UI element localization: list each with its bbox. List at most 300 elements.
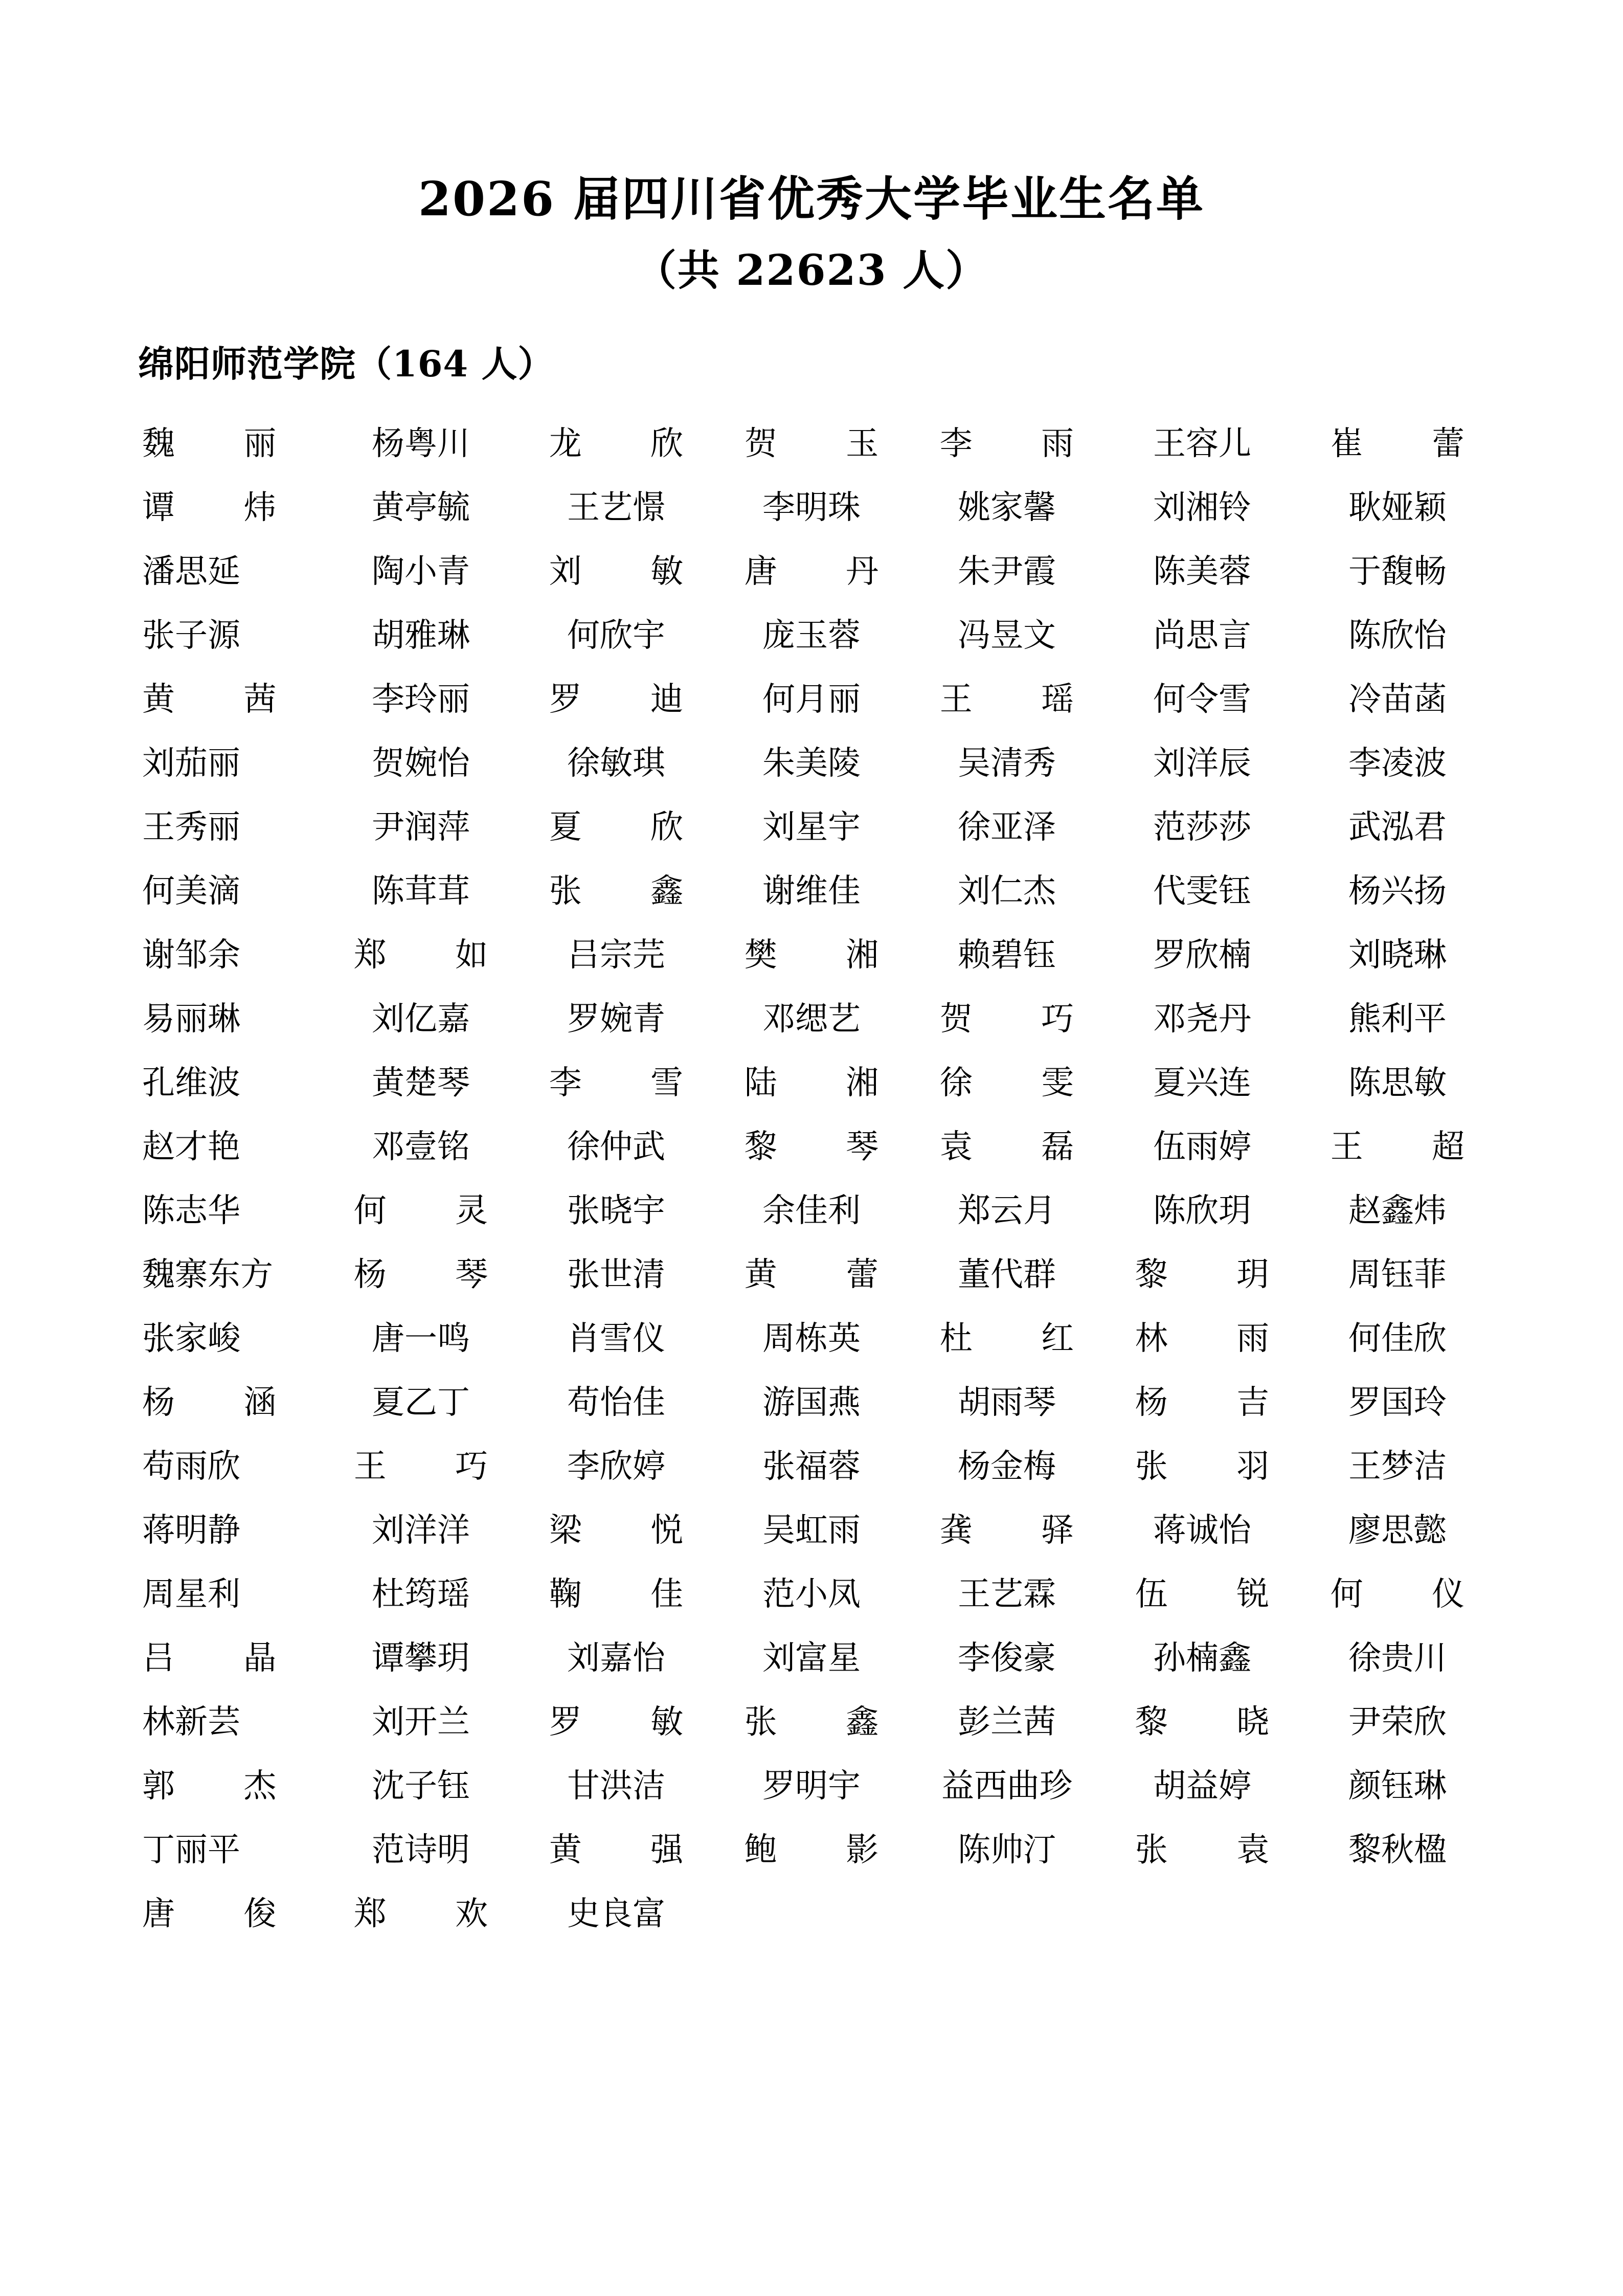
graduate-name: 王巧	[353, 1447, 488, 1485]
name-cell	[714, 664, 909, 728]
graduate-name: 何仪	[1330, 1575, 1465, 1613]
name-cell	[519, 1176, 714, 1240]
name-cell	[1300, 1176, 1495, 1240]
name-cell	[714, 792, 909, 856]
graduate-name: 魏丽	[142, 424, 277, 463]
name-cell	[519, 1623, 714, 1687]
graduate-name: 张家峻	[142, 1319, 240, 1358]
name-cell	[128, 1303, 323, 1367]
graduate-name: 吴虹雨	[762, 1511, 861, 1549]
graduate-name: 冯昱文	[958, 616, 1056, 655]
graduate-name: 何美滴	[142, 872, 240, 910]
graduate-name: 朱美陵	[762, 744, 861, 782]
school-heading: 绵阳师范学院（164 人）	[138, 343, 554, 386]
name-cell	[714, 856, 909, 920]
name-cell	[323, 536, 519, 600]
graduate-name: 李玲丽	[372, 680, 470, 718]
graduate-name: 黎玥	[1135, 1255, 1270, 1294]
graduate-name: 张鑫	[549, 872, 684, 910]
name-row	[128, 728, 1495, 792]
name-cell	[1300, 1495, 1495, 1559]
name-cell	[909, 1815, 1104, 1879]
name-cell	[1300, 1815, 1495, 1879]
graduate-name: 冷苗菡	[1348, 680, 1447, 718]
graduate-name: 邓缌艺	[762, 1000, 861, 1038]
graduate-name: 黄楚琴	[372, 1064, 470, 1102]
name-cell	[1300, 1559, 1495, 1623]
name-cell	[714, 984, 909, 1048]
name-cell	[519, 1112, 714, 1176]
name-cell	[909, 728, 1104, 792]
name-cell	[1104, 1495, 1300, 1559]
graduate-name: 崔蕾	[1330, 424, 1465, 463]
name-cell	[128, 664, 323, 728]
name-row	[128, 1879, 1495, 1943]
name-cell	[1104, 1240, 1300, 1303]
graduate-name: 杜筠瑶	[372, 1575, 470, 1613]
name-cell	[1300, 1367, 1495, 1431]
graduate-name: 董代群	[958, 1255, 1056, 1294]
graduate-name: 张子源	[142, 616, 240, 655]
graduate-name: 刘湘铃	[1153, 488, 1251, 527]
graduate-name: 刘开兰	[372, 1703, 470, 1741]
graduate-name: 范小凤	[762, 1575, 861, 1613]
graduate-name: 赵鑫炜	[1348, 1191, 1447, 1230]
name-cell	[323, 1367, 519, 1431]
graduate-name: 罗敏	[549, 1703, 684, 1741]
graduate-name: 姚家馨	[958, 488, 1056, 527]
graduate-name: 鞠佳	[549, 1575, 684, 1613]
name-cell	[519, 1048, 714, 1112]
name-cell	[1300, 1751, 1495, 1815]
graduate-name: 唐一鸣	[372, 1319, 470, 1358]
name-cell	[1104, 920, 1300, 984]
name-cell	[714, 1431, 909, 1495]
name-row	[128, 792, 1495, 856]
name-cell-empty	[1104, 1879, 1300, 1943]
name-list-body	[128, 409, 1495, 1943]
graduate-name: 刘晓琳	[1348, 936, 1447, 974]
name-cell	[1300, 856, 1495, 920]
graduate-name: 郭杰	[142, 1767, 277, 1805]
name-cell	[519, 600, 714, 664]
graduate-name: 陈美蓉	[1153, 552, 1251, 591]
graduate-name: 尚思言	[1153, 616, 1251, 655]
graduate-name: 李明珠	[762, 488, 861, 527]
name-cell	[519, 920, 714, 984]
name-cell	[519, 472, 714, 536]
name-cell	[519, 856, 714, 920]
name-cell	[128, 472, 323, 536]
graduate-name: 黎琴	[744, 1128, 879, 1166]
name-cell	[909, 1687, 1104, 1751]
name-cell	[714, 920, 909, 984]
graduate-name: 何令雪	[1153, 680, 1251, 718]
graduate-name: 王梦洁	[1348, 1447, 1447, 1485]
name-cell	[714, 1048, 909, 1112]
name-cell	[1300, 728, 1495, 792]
name-cell	[909, 1176, 1104, 1240]
graduate-name: 袁磊	[939, 1128, 1074, 1166]
name-cell	[1104, 1367, 1300, 1431]
name-row	[128, 1176, 1495, 1240]
graduate-name: 刘嘉怡	[567, 1639, 665, 1677]
name-cell	[128, 792, 323, 856]
graduate-name: 谢维佳	[762, 872, 861, 910]
name-cell	[1300, 1303, 1495, 1367]
graduate-name: 陈欣怡	[1348, 616, 1447, 655]
name-cell	[714, 1623, 909, 1687]
graduate-name: 蒋诚怡	[1153, 1511, 1251, 1549]
graduate-name: 周星利	[142, 1575, 240, 1613]
name-cell	[909, 1495, 1104, 1559]
graduate-name: 张福蓉	[762, 1447, 861, 1485]
graduate-name: 杨粤川	[372, 424, 470, 463]
name-cell	[909, 856, 1104, 920]
graduate-name: 吕宗芫	[567, 936, 665, 974]
graduate-name: 杨涵	[142, 1383, 277, 1422]
name-row	[128, 1431, 1495, 1495]
name-cell	[323, 1687, 519, 1751]
graduate-name: 陈思敏	[1348, 1064, 1447, 1102]
graduate-name: 于馥畅	[1348, 552, 1447, 591]
name-cell	[519, 1303, 714, 1367]
name-cell	[714, 728, 909, 792]
graduate-name: 胡益婷	[1153, 1767, 1251, 1805]
name-cell	[1300, 1240, 1495, 1303]
graduate-name: 刘星宇	[762, 808, 861, 846]
graduate-name: 罗国玲	[1348, 1383, 1447, 1422]
name-cell	[909, 1112, 1104, 1176]
name-cell	[323, 664, 519, 728]
name-cell	[1300, 409, 1495, 472]
graduate-name: 杜红	[939, 1319, 1074, 1358]
graduate-name: 杨吉	[1135, 1383, 1270, 1422]
graduate-name: 李雪	[549, 1064, 684, 1102]
graduate-name: 龚驿	[939, 1511, 1074, 1549]
graduate-name: 王艺憬	[567, 488, 665, 527]
name-cell	[519, 792, 714, 856]
graduate-name: 罗婉青	[567, 1000, 665, 1038]
name-cell	[323, 920, 519, 984]
name-cell-empty	[1300, 1879, 1495, 1943]
name-cell	[1300, 920, 1495, 984]
graduate-name: 刘富星	[762, 1639, 861, 1677]
name-cell	[909, 409, 1104, 472]
graduate-name: 范莎莎	[1153, 808, 1251, 846]
graduate-name: 赖碧钰	[958, 936, 1056, 974]
graduate-name: 游国燕	[762, 1383, 861, 1422]
graduate-name: 樊湘	[744, 936, 879, 974]
graduate-name: 徐贵川	[1348, 1639, 1447, 1677]
graduate-name: 谭炜	[142, 488, 277, 527]
name-row	[128, 1559, 1495, 1623]
name-cell	[323, 984, 519, 1048]
graduate-name: 耿娅颖	[1348, 488, 1447, 527]
name-cell	[1104, 1815, 1300, 1879]
graduate-name: 唐丹	[744, 552, 879, 591]
name-cell	[1300, 664, 1495, 728]
name-cell	[519, 1367, 714, 1431]
graduate-name: 梁悦	[549, 1511, 684, 1549]
name-list-table	[128, 409, 1495, 1943]
name-cell	[1104, 536, 1300, 600]
name-cell	[1104, 1751, 1300, 1815]
name-cell	[909, 1623, 1104, 1687]
graduate-name: 郑云月	[958, 1191, 1056, 1230]
name-cell	[323, 1751, 519, 1815]
graduate-name: 张鑫	[744, 1703, 879, 1741]
name-row	[128, 984, 1495, 1048]
name-cell	[128, 1559, 323, 1623]
graduate-name: 王瑶	[939, 680, 1074, 718]
name-cell	[909, 984, 1104, 1048]
name-cell	[1300, 1431, 1495, 1495]
name-row	[128, 600, 1495, 664]
name-cell	[714, 1240, 909, 1303]
name-cell	[1104, 409, 1300, 472]
name-cell	[714, 1687, 909, 1751]
graduate-name: 益西曲珍	[941, 1767, 1072, 1805]
name-cell	[128, 600, 323, 664]
name-row	[128, 1048, 1495, 1112]
name-row	[128, 472, 1495, 536]
name-cell	[128, 1879, 323, 1943]
name-cell	[1104, 664, 1300, 728]
name-cell	[714, 1495, 909, 1559]
graduate-name: 王超	[1330, 1128, 1465, 1166]
graduate-name: 何灵	[353, 1191, 488, 1230]
graduate-name: 郑如	[353, 936, 488, 974]
name-cell	[714, 1112, 909, 1176]
name-cell	[909, 600, 1104, 664]
name-cell	[1300, 984, 1495, 1048]
name-cell	[323, 1048, 519, 1112]
graduate-name: 徐亚泽	[958, 808, 1056, 846]
graduate-name: 王艺霖	[958, 1575, 1056, 1613]
graduate-name: 黄亭毓	[372, 488, 470, 527]
name-cell	[1104, 792, 1300, 856]
name-cell	[128, 1623, 323, 1687]
name-row	[128, 1303, 1495, 1367]
name-cell	[128, 1176, 323, 1240]
name-cell	[323, 856, 519, 920]
name-row	[128, 920, 1495, 984]
graduate-name: 夏乙丁	[372, 1383, 470, 1422]
graduate-name: 贺玉	[744, 424, 879, 463]
name-cell	[909, 536, 1104, 600]
graduate-name: 林雨	[1135, 1319, 1270, 1358]
name-cell	[714, 1367, 909, 1431]
name-cell	[909, 792, 1104, 856]
name-cell	[519, 536, 714, 600]
graduate-name: 何佳欣	[1348, 1319, 1447, 1358]
name-row	[128, 664, 1495, 728]
name-cell	[909, 1559, 1104, 1623]
name-cell	[323, 728, 519, 792]
name-cell	[519, 1431, 714, 1495]
name-cell	[714, 536, 909, 600]
name-cell	[1104, 728, 1300, 792]
graduate-name: 张晓宇	[567, 1191, 665, 1230]
graduate-name: 罗明宇	[762, 1767, 861, 1805]
graduate-name: 朱尹霞	[958, 552, 1056, 591]
graduate-name: 贺巧	[939, 1000, 1074, 1038]
name-cell	[323, 600, 519, 664]
name-row	[128, 1495, 1495, 1559]
name-cell	[714, 1559, 909, 1623]
graduate-name: 陈志华	[142, 1191, 240, 1230]
name-cell	[1300, 472, 1495, 536]
name-cell	[323, 1240, 519, 1303]
graduate-name: 谢邹余	[142, 936, 240, 974]
name-cell	[909, 1367, 1104, 1431]
name-row	[128, 1623, 1495, 1687]
graduate-name: 颜钰琳	[1348, 1767, 1447, 1805]
graduate-name: 谭攀玥	[372, 1639, 470, 1677]
graduate-name: 唐俊	[142, 1895, 277, 1933]
graduate-name: 黎晓	[1135, 1703, 1270, 1741]
graduate-name: 魏寨东方	[142, 1255, 273, 1294]
name-cell	[1104, 856, 1300, 920]
graduate-name: 蒋明静	[142, 1511, 240, 1549]
name-cell	[1104, 1303, 1300, 1367]
name-cell	[909, 1303, 1104, 1367]
graduate-name: 鲍影	[744, 1831, 879, 1869]
name-cell	[323, 1303, 519, 1367]
name-cell	[714, 1303, 909, 1367]
name-row	[128, 536, 1495, 600]
graduate-name: 尹润萍	[372, 808, 470, 846]
graduate-name: 何欣宇	[567, 616, 665, 655]
graduate-name: 刘洋辰	[1153, 744, 1251, 782]
name-cell	[1104, 1623, 1300, 1687]
graduate-name: 伍雨婷	[1153, 1128, 1251, 1166]
graduate-name: 沈子钰	[372, 1767, 470, 1805]
name-cell	[128, 409, 323, 472]
name-cell	[323, 472, 519, 536]
graduate-name: 廖思懿	[1348, 1511, 1447, 1549]
graduate-name: 徐敏琪	[567, 744, 665, 782]
graduate-name: 苟雨欣	[142, 1447, 240, 1485]
graduate-name: 李欣婷	[567, 1447, 665, 1485]
graduate-name: 胡雅琳	[372, 616, 470, 655]
name-row	[128, 1240, 1495, 1303]
graduate-name: 张袁	[1135, 1831, 1270, 1869]
graduate-name: 刘仁杰	[958, 872, 1056, 910]
name-cell	[714, 1815, 909, 1879]
graduate-name: 夏欣	[549, 808, 684, 846]
graduate-name: 黄强	[549, 1831, 684, 1869]
name-row	[128, 1815, 1495, 1879]
name-cell	[714, 600, 909, 664]
name-cell	[323, 1879, 519, 1943]
graduate-name: 周钰菲	[1348, 1255, 1447, 1294]
name-cell	[128, 1815, 323, 1879]
graduate-name: 陈茸茸	[372, 872, 470, 910]
name-cell	[323, 1176, 519, 1240]
graduate-name: 杨琴	[353, 1255, 488, 1294]
name-cell	[909, 1751, 1104, 1815]
name-cell	[128, 984, 323, 1048]
name-cell	[323, 409, 519, 472]
graduate-name: 张世清	[567, 1255, 665, 1294]
name-cell	[519, 1815, 714, 1879]
graduate-name: 丁丽平	[142, 1831, 240, 1869]
graduate-name: 罗欣楠	[1153, 936, 1251, 974]
graduate-name: 陆湘	[744, 1064, 879, 1102]
name-row	[128, 856, 1495, 920]
name-cell	[128, 1431, 323, 1495]
name-cell	[1104, 1176, 1300, 1240]
name-cell	[519, 409, 714, 472]
graduate-name: 吕晶	[142, 1639, 277, 1677]
name-row	[128, 1687, 1495, 1751]
name-cell	[519, 1495, 714, 1559]
graduate-name: 张羽	[1135, 1447, 1270, 1485]
name-cell	[128, 1112, 323, 1176]
name-cell	[323, 1495, 519, 1559]
graduate-name: 李俊豪	[958, 1639, 1056, 1677]
graduate-name: 何月丽	[762, 680, 861, 718]
name-cell	[323, 1623, 519, 1687]
graduate-name: 郑欢	[353, 1895, 488, 1933]
page-subtitle: （共 22623 人）	[634, 245, 989, 295]
graduate-name: 孔维波	[142, 1064, 240, 1102]
name-cell	[714, 409, 909, 472]
graduate-name: 王秀丽	[142, 808, 240, 846]
graduate-name: 王容儿	[1153, 424, 1251, 463]
name-cell	[128, 1495, 323, 1559]
name-cell-empty	[909, 1879, 1104, 1943]
name-cell	[323, 1559, 519, 1623]
graduate-name: 陈欣玥	[1153, 1191, 1251, 1230]
name-cell	[1104, 1687, 1300, 1751]
name-cell	[128, 920, 323, 984]
graduate-name: 陈帅汀	[958, 1831, 1056, 1869]
name-cell	[323, 1815, 519, 1879]
page-title: 2026 届四川省优秀大学毕业生名单	[418, 171, 1205, 227]
name-cell	[1104, 600, 1300, 664]
graduate-name: 余佳利	[762, 1191, 861, 1230]
name-row	[128, 1751, 1495, 1815]
graduate-name: 易丽琳	[142, 1000, 240, 1038]
name-cell	[128, 1367, 323, 1431]
name-cell	[909, 1048, 1104, 1112]
name-cell	[519, 1687, 714, 1751]
name-cell	[519, 1751, 714, 1815]
graduate-name: 孙楠鑫	[1153, 1639, 1251, 1677]
name-cell	[1300, 1112, 1495, 1176]
name-cell-empty	[714, 1879, 909, 1943]
graduate-name: 吴清秀	[958, 744, 1056, 782]
graduate-name: 苟怡佳	[567, 1383, 665, 1422]
graduate-name: 杨金梅	[958, 1447, 1056, 1485]
name-cell	[128, 536, 323, 600]
name-cell	[519, 984, 714, 1048]
name-cell	[1300, 1687, 1495, 1751]
graduate-name: 李雨	[939, 424, 1074, 463]
name-cell	[323, 792, 519, 856]
graduate-name: 甘洪洁	[567, 1767, 665, 1805]
graduate-name: 刘洋洋	[372, 1511, 470, 1549]
name-cell	[323, 1112, 519, 1176]
name-cell	[1104, 472, 1300, 536]
name-cell	[519, 728, 714, 792]
graduate-name: 肖雪仪	[567, 1319, 665, 1358]
name-cell	[909, 920, 1104, 984]
name-cell	[519, 1559, 714, 1623]
